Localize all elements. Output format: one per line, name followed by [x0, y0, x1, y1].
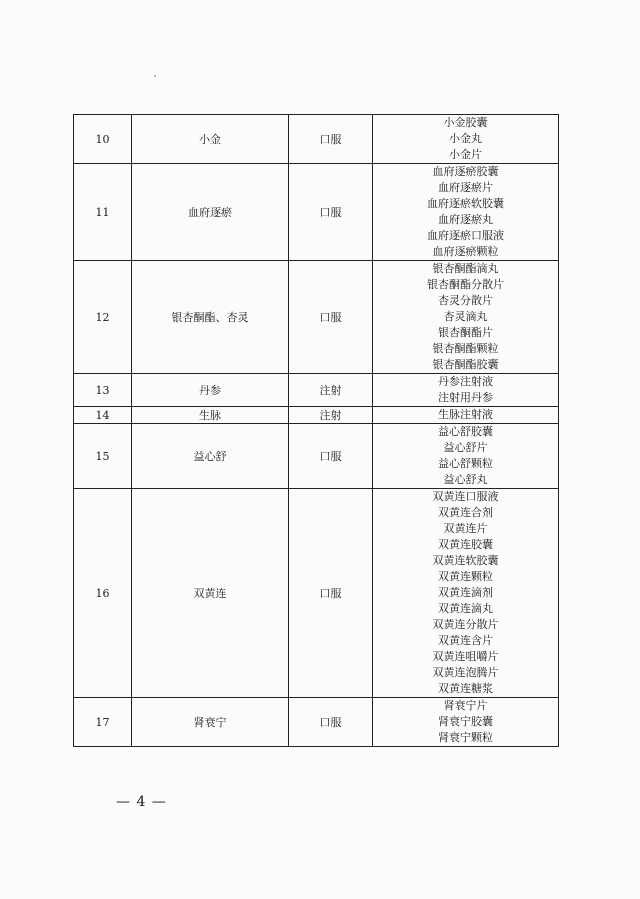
product-item: 银杏酮酯胶囊	[432, 358, 499, 371]
administration-route: 口服	[289, 698, 373, 747]
product-item: 注射用丹参	[438, 391, 493, 404]
administration-route: 口服	[289, 164, 373, 261]
administration-route: 口服	[289, 424, 373, 489]
product-item: 肾衰宁片	[443, 699, 488, 712]
product-item: 血府逐瘀丸	[438, 213, 493, 226]
product-item: 双黄连口服液	[432, 490, 499, 503]
product-item: 双黄连滴丸	[438, 602, 493, 615]
table-row	[74, 374, 559, 407]
scan-speck	[154, 75, 156, 77]
table-row	[74, 424, 559, 489]
administration-route: 口服	[289, 115, 373, 164]
drug-table	[73, 114, 559, 747]
row-number: 13	[74, 374, 132, 407]
table-row	[74, 698, 559, 747]
drug-name: 肾衰宁	[132, 698, 289, 747]
product-list	[373, 698, 559, 747]
product-list	[373, 407, 559, 424]
product-item: 双黄连分散片	[432, 618, 499, 631]
product-list	[373, 164, 559, 261]
table-row	[74, 115, 559, 164]
product-item: 丹参注射液	[438, 375, 493, 388]
product-item: 肾衰宁颗粒	[438, 731, 493, 744]
row-number: 12	[74, 261, 132, 374]
product-item: 双黄连片	[443, 522, 488, 535]
product-list	[373, 115, 559, 164]
product-item: 血府逐瘀颗粒	[432, 245, 499, 258]
drug-name: 银杏酮酯、杏灵	[132, 261, 289, 374]
table-row	[74, 407, 559, 424]
row-number: 15	[74, 424, 132, 489]
product-item: 银杏酮酯分散片	[427, 278, 504, 291]
row-number: 17	[74, 698, 132, 747]
row-number: 11	[74, 164, 132, 261]
administration-route: 注射	[289, 374, 373, 407]
product-item: 小金胶囊	[443, 116, 488, 129]
product-item: 益心舒片	[443, 441, 488, 454]
table-row	[74, 261, 559, 374]
product-item: 双黄连糖浆	[438, 682, 493, 695]
row-number: 16	[74, 489, 132, 698]
product-item: 血府逐瘀口服液	[427, 229, 504, 242]
administration-route: 口服	[289, 261, 373, 374]
row-number: 10	[74, 115, 132, 164]
product-item: 双黄连泡腾片	[432, 666, 499, 679]
drug-name: 双黄连	[132, 489, 289, 698]
product-item: 血府逐瘀胶囊	[432, 165, 499, 178]
page-number: — 4 —	[116, 794, 167, 810]
product-list	[373, 261, 559, 374]
drug-name: 生脉	[132, 407, 289, 424]
product-item: 益心舒胶囊	[438, 425, 493, 438]
product-item: 双黄连滴剂	[438, 586, 493, 599]
administration-route: 口服	[289, 489, 373, 698]
row-number: 14	[74, 407, 132, 424]
product-item: 血府逐瘀片	[438, 181, 493, 194]
product-item: 小金片	[449, 148, 482, 161]
product-item: 杏灵分散片	[438, 294, 493, 307]
product-list	[373, 424, 559, 489]
product-list	[373, 489, 559, 698]
product-item: 双黄连咀嚼片	[432, 650, 499, 663]
product-item: 血府逐瘀软胶囊	[427, 197, 504, 210]
table-row	[74, 164, 559, 261]
product-item: 小金丸	[449, 132, 482, 145]
product-item: 益心舒颗粒	[438, 457, 493, 470]
product-item: 双黄连合剂	[438, 506, 493, 519]
product-item: 双黄连颗粒	[438, 570, 493, 583]
drug-name: 丹参	[132, 374, 289, 407]
drug-name: 益心舒	[132, 424, 289, 489]
drug-table-body	[74, 115, 559, 747]
product-list	[373, 374, 559, 407]
product-item: 双黄连胶囊	[438, 538, 493, 551]
product-item: 银杏酮酯滴丸	[432, 262, 499, 275]
product-item: 生脉注射液	[438, 408, 493, 421]
product-item: 肾衰宁胶囊	[438, 715, 493, 728]
table-row	[74, 489, 559, 698]
product-item: 银杏酮酯片	[438, 326, 493, 339]
product-item: 银杏酮酯颗粒	[432, 342, 499, 355]
product-item: 双黄连软胶囊	[432, 554, 499, 567]
product-item: 杏灵滴丸	[443, 310, 488, 323]
drug-name: 血府逐瘀	[132, 164, 289, 261]
administration-route: 注射	[289, 407, 373, 424]
product-item: 双黄连含片	[438, 634, 493, 647]
product-item: 益心舒丸	[443, 473, 488, 486]
drug-name: 小金	[132, 115, 289, 164]
